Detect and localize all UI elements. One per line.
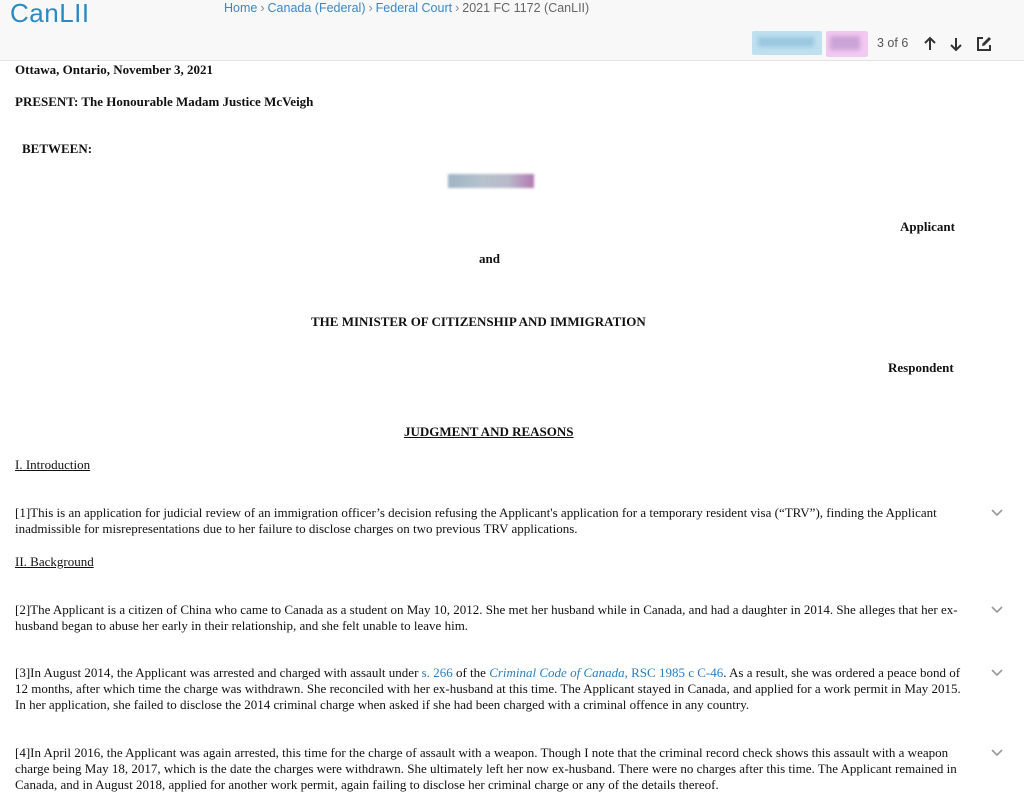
paragraph-number: [1] (15, 505, 31, 520)
canlii-logo[interactable]: CanLII (10, 0, 90, 28)
present-line: PRESENT: The Honourable Madam Justice McVeigh (15, 94, 314, 109)
paragraph-number: [4] (15, 745, 31, 760)
chevron-down-icon[interactable] (989, 603, 1005, 615)
paragraph-text-mid: of the (452, 665, 490, 680)
criminal-code-citation: , RSC 1985 c C-46 (624, 665, 724, 680)
search-match-count: 3 of 6 (877, 36, 909, 50)
redacted-search-text (758, 37, 814, 47)
breadcrumb-separator: › (455, 1, 460, 15)
breadcrumb-home[interactable]: Home (224, 1, 258, 15)
link-section-266[interactable]: s. 266 (421, 665, 453, 680)
paragraph-text-end: . As a result, she was ordered a peace bond of 12 months, after which time the charge was withdrawn. She reconciled with her ex-husband at this time. The Applicant stayed in Canada, and applied for a work permit in May 2015. In her application, she failed to disclose the 2014 criminal charge when asked if she had been charged with a criminal offence in any country. (15, 665, 961, 712)
between-label: BETWEEN: (22, 141, 93, 156)
search-highlight-swatch (826, 31, 868, 57)
breadcrumb-separator: › (260, 1, 265, 15)
paragraph-text: This is an application for judicial review of an immigration officer’s decision refusing the Applicant's application for a temporary resident visa (“TRV”), finding the Applicant inadmissible for misrepresentations due to her failure to disclose charges on two previous TRV applications. (15, 505, 937, 536)
respondent-label: Respondent (888, 360, 954, 375)
chevron-down-icon[interactable] (989, 506, 1005, 518)
and-label: and (479, 251, 500, 266)
paragraph-2 (15, 602, 973, 634)
judgment-title: JUDGMENT AND REASONS (404, 424, 574, 439)
paragraph-text: The Applicant is a citizen of China who came to Canada as a student on May 10, 2012. She met her husband while in Canada, and had a daughter in 2014. She alleges that her ex-husband began to abuse her early in their relationship, and she felt unable to leave him. (15, 602, 958, 633)
chevron-down-icon[interactable] (989, 746, 1005, 758)
chevron-down-icon[interactable] (989, 666, 1005, 678)
breadcrumb (224, 1, 589, 15)
paragraph-1 (15, 505, 973, 537)
text-fade-overlay (810, 778, 930, 800)
top-bar (0, 0, 1024, 61)
criminal-code-title: Criminal Code of Canada (489, 665, 625, 680)
breadcrumb-canada-federal[interactable]: Canada (Federal) (267, 1, 366, 15)
paragraph-text-start: In August 2014, the Applicant was arrested and charged with assault under (30, 665, 422, 680)
search-input[interactable] (752, 31, 822, 55)
arrow-up-icon[interactable] (921, 35, 939, 53)
decision-date-line: Ottawa, Ontario, November 3, 2021 (15, 62, 213, 77)
redacted-applicant-name (448, 174, 534, 188)
respondent-name: THE MINISTER OF CITIZENSHIP AND IMMIGRATION (311, 314, 646, 329)
breadcrumb-current: 2021 FC 1172 (CanLII) (462, 1, 590, 15)
paragraph-3 (15, 665, 973, 713)
link-criminal-code[interactable] (489, 665, 723, 680)
arrow-down-icon[interactable] (947, 35, 965, 53)
breadcrumb-separator: › (368, 1, 373, 15)
section-heading-introduction: I. Introduction (15, 457, 91, 472)
redacted-highlight (830, 36, 860, 50)
edit-icon[interactable] (975, 35, 993, 53)
paragraph-number: [2] (15, 602, 31, 617)
section-heading-background: II. Background (15, 554, 94, 569)
paragraph-text: In April 2016, the Applicant was again arrested, this time for the charge of assault with a weapon. Though I note that the criminal record check shows this assault with a weapon charge being May 18, 2017, which is the date the charges were withdrawn. She ultimately left her now ex-husband. There were no charges after this time. The Applicant remained in Canada, and in August 2018, applied for another work permit, again failing to disclose her criminal charge or any of the details thereof. (15, 745, 957, 792)
applicant-label: Applicant (900, 219, 955, 234)
paragraph-number: [3] (15, 665, 31, 680)
breadcrumb-federal-court[interactable]: Federal Court (375, 1, 453, 15)
